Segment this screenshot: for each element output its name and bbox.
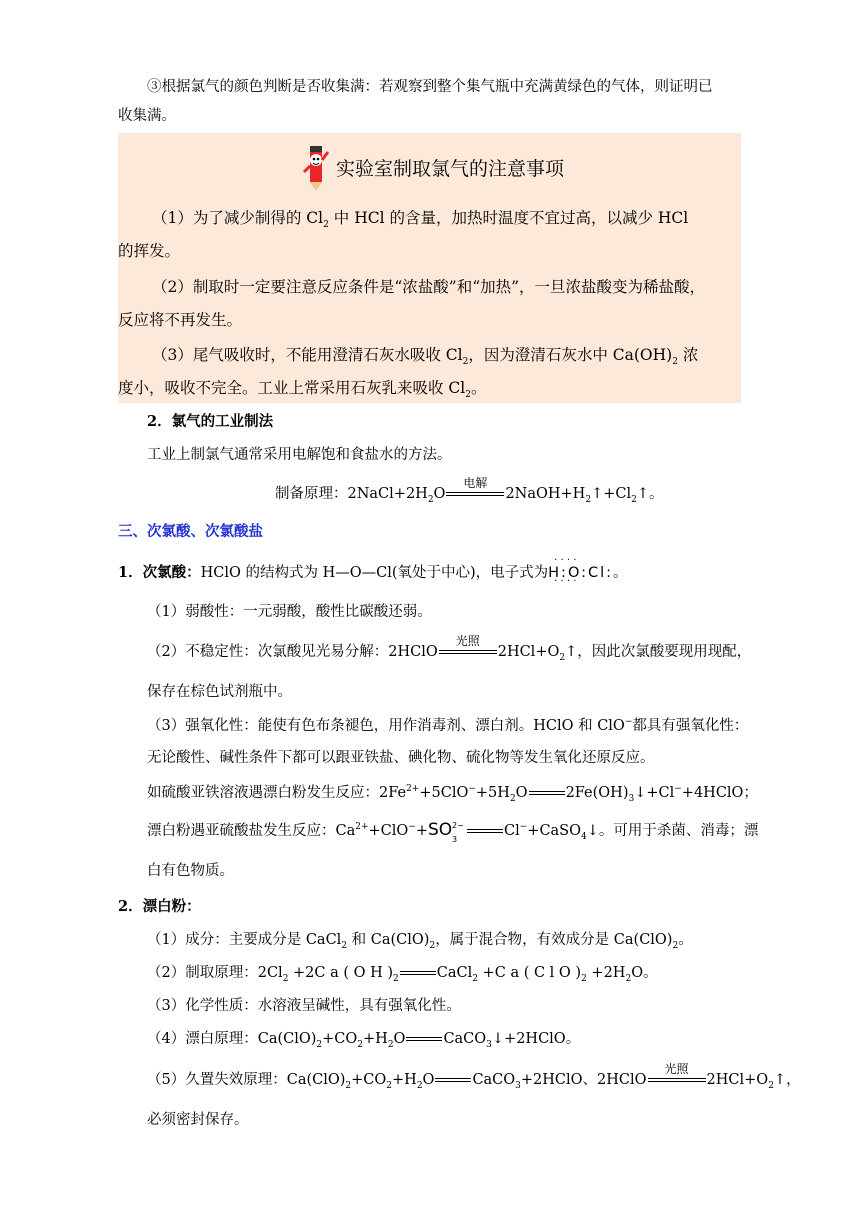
bleach-invalid: （5）久置失效原理：$Ca(ClO)_2+CO_2+H_2O$ CaCO$_3$+2HClO、2HClO 光照 $2HCl+O_2↑$， — [147, 1062, 801, 1091]
electron-formula: · · · · H:O:Cl: · · · · — [548, 563, 613, 583]
electrolysis-equation: 制备原理：$2NaCl+2H_2O$ 电解 $2NaOH+H_2↑+Cl_2↑$。 — [275, 476, 664, 505]
hclo-oxidizing: （3）强氧化性：能使有色布条褪色，用作消毒剂、漂白剂。HClO 和 ClO−都具有强氧化性： — [147, 717, 749, 734]
reaction-iron: 如硫酸亚铁溶液遇漂白粉发生反应：$2Fe^{2+}+5ClO^-+5H_2O$ $2Fe(OH)_3↓+Cl^-+4HClO$； — [147, 784, 758, 804]
hclo-unstable: （2）不稳定性：次氯酸见光易分解：2HClO 光照 $2HCl+O_2↑$，因此次氯酸要现用现配， — [147, 634, 752, 663]
bleach-invalid-cont: 必须密封保存。 — [147, 1112, 249, 1128]
section-3-title: 三、次氯酸、次氯酸盐 — [118, 523, 263, 540]
note-2-cont: 反应将不再发生。 — [118, 311, 243, 329]
note-1-cont: 的挥发。 — [118, 242, 181, 260]
hclo-unstable-cont: 保存在棕色试剂瓶中。 — [147, 684, 292, 700]
note-3-cont: 度小，吸收不完全。工业上常采用石灰乳来吸收 $Cl_2$。 — [118, 379, 487, 401]
bleach-composition: （1）成分：主要成分是 CaCl$_2$ 和 $Ca(ClO)_2$，属于混合物，有效成分是 $Ca(ClO)_2$。 — [147, 932, 693, 951]
hclo-weak-acid: （1）弱酸性：一元弱酸，酸性比碳酸还弱。 — [147, 604, 432, 620]
bleach-principle: （4）漂白原理：$Ca(ClO)_2+CO_2+H_2O$ CaCO$_3$↓+2HClO。 — [147, 1031, 581, 1050]
bleach-chemical: （3）化学性质：水溶液呈碱性，具有强氧化性。 — [147, 998, 461, 1014]
section-2-text: 工业上制氯气通常采用电解饱和食盐水的方法。 — [147, 447, 452, 463]
note-2: （2）制取时一定要注意反应条件是“浓盐酸”和“加热”，一旦浓盐酸变为稀盐酸， — [152, 278, 706, 296]
hclo-oxidizing-cont: 无论酸性、碱性条件下都可以跟亚铁盐、碘化物、硫化物等发生氧化还原反应。 — [147, 750, 655, 766]
box-title: 实验室制取氯气的注意事项 — [336, 158, 565, 180]
bleach-preparation: （2）制取原理：$2Cl_2 +2C$ a ( O H )$_2$ CaCl$_2$ +C a ( C l O )$_2 +2H_2O$。 — [147, 965, 658, 984]
paragraph: 收集满。 — [118, 108, 176, 124]
pencil-mascot-icon — [300, 140, 332, 192]
hclo-structure: 1．次氯酸：HClO 的结构式为 H—O—Cl(氧处于中心)，电子式为· · · · H:O:Cl: · · · ·。 — [118, 563, 628, 583]
note-3: （3）尾气吸收时，不能用澄清石灰水吸收 $Cl_2$，因为澄清石灰水中 $Ca(OH)_2$ 浓 — [152, 346, 699, 368]
bleach-title: 2．漂白粉： — [118, 898, 201, 915]
reaction-sulfite: 漂白粉遇亚硫酸盐发生反应：$Ca^{2+}+ClO^-+SO$ 2− 3 Cl−+CaSO$_4$↓。可用于杀菌、消毒；漂 — [147, 820, 759, 844]
section-2-title: 2．氯气的工业制法 — [147, 413, 274, 430]
paragraph: ③根据氯气的颜色判断是否收集满：若观察到整个集气瓶中充满黄绿色的气体，则证明已 — [147, 79, 713, 95]
reaction-sulfite-cont: 白有色物质。 — [147, 863, 234, 879]
note-1: （1）为了减少制得的 $Cl_2$ 中 HCl 的含量，加热时温度不宜过高，以减少 HCl — [152, 209, 689, 231]
